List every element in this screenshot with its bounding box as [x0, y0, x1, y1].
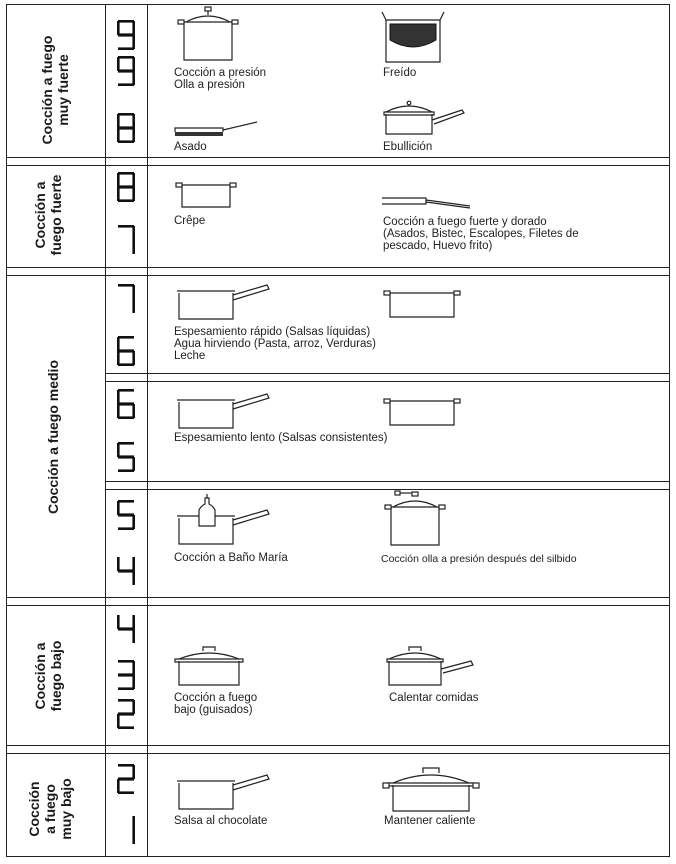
grill-pan-icon: [173, 118, 259, 140]
pressure-cooker-icon: [176, 4, 240, 64]
power-level-digit: [117, 764, 135, 794]
caption-calentar: Calentar comidas: [389, 692, 479, 704]
caption-asado: Asado: [174, 141, 207, 153]
power-level-digit: [117, 56, 135, 86]
caption-espesamiento-rapido: Espesamiento rápido (Salsas líquidas) Agua hirviendo (Pasta, arroz, Verduras) Leche: [174, 326, 376, 362]
power-level-digit: [117, 225, 135, 255]
caption-dorado: Cocción a fuego fuerte y dorado (Asados, Bistec, Escalopes, Filetes de pescado, Huevo frito): [383, 216, 579, 252]
power-level-digit: [117, 284, 135, 314]
caption-crepe: Crêpe: [174, 215, 206, 227]
caption-ebullicion: Ebullición: [383, 141, 433, 153]
power-level-digit: [117, 20, 135, 50]
pressure-cooker-icon: [385, 489, 445, 549]
saucepan-lid-icon: [382, 98, 466, 138]
category-label-muy-bajo: Cocción a fuego muy bajo: [26, 778, 74, 840]
caption-presion: Cocción a presión Olla a presión: [174, 67, 267, 91]
fryer-basket-icon: [380, 10, 446, 66]
power-level-digit: [117, 614, 135, 644]
caption-freido: Freído: [383, 67, 417, 79]
saucepan-icon: [175, 283, 271, 323]
power-level-digit: [117, 699, 135, 729]
saucepan-icon: [175, 392, 271, 432]
divider: [105, 481, 670, 482]
caption-silbido: Cocción olla a presión después del silbido: [381, 553, 577, 565]
power-level-digit: [117, 815, 135, 845]
casserole-icon: [383, 763, 479, 815]
power-level-digit: [117, 389, 135, 419]
saucepan-icon: [175, 773, 271, 813]
power-level-digit: [117, 660, 135, 690]
divider: [105, 373, 670, 374]
saucepan-lid-icon: [385, 643, 477, 689]
caption-guisados: Cocción a fuego bajo (guisados): [174, 692, 258, 716]
pot-icon: [382, 395, 462, 429]
caption-chocolate: Salsa al chocolate: [174, 815, 268, 827]
column-divider: [147, 4, 148, 857]
pot-icon: [382, 287, 462, 321]
category-label-medio: Cocción a fuego medio: [45, 360, 61, 515]
power-level-digit: [117, 556, 135, 586]
frying-pan-icon: [380, 194, 472, 210]
category-label-bajo: Cocción a fuego bajo: [32, 640, 64, 712]
power-level-digit: [117, 442, 135, 472]
column-divider: [105, 4, 106, 857]
divider: [105, 381, 670, 382]
power-level-digit: [117, 172, 135, 202]
power-level-digit: [117, 500, 135, 530]
casserole-icon: [173, 643, 245, 689]
power-level-digit: [117, 336, 135, 366]
caption-mantener: Mantener caliente: [384, 815, 476, 827]
pan-icon: [174, 177, 240, 213]
category-label-muy-fuerte: Cocción a fuego muy fuerte: [39, 35, 71, 145]
category-label-fuerte: Cocción a fuego fuerte: [32, 174, 64, 256]
caption-bano-maria: Cocción a Baño María: [174, 552, 288, 564]
power-level-digit: [117, 113, 135, 143]
double-boiler-icon: [175, 492, 271, 548]
caption-espesamiento-lento: Espesamiento lento (Salsas consistentes): [174, 432, 388, 444]
